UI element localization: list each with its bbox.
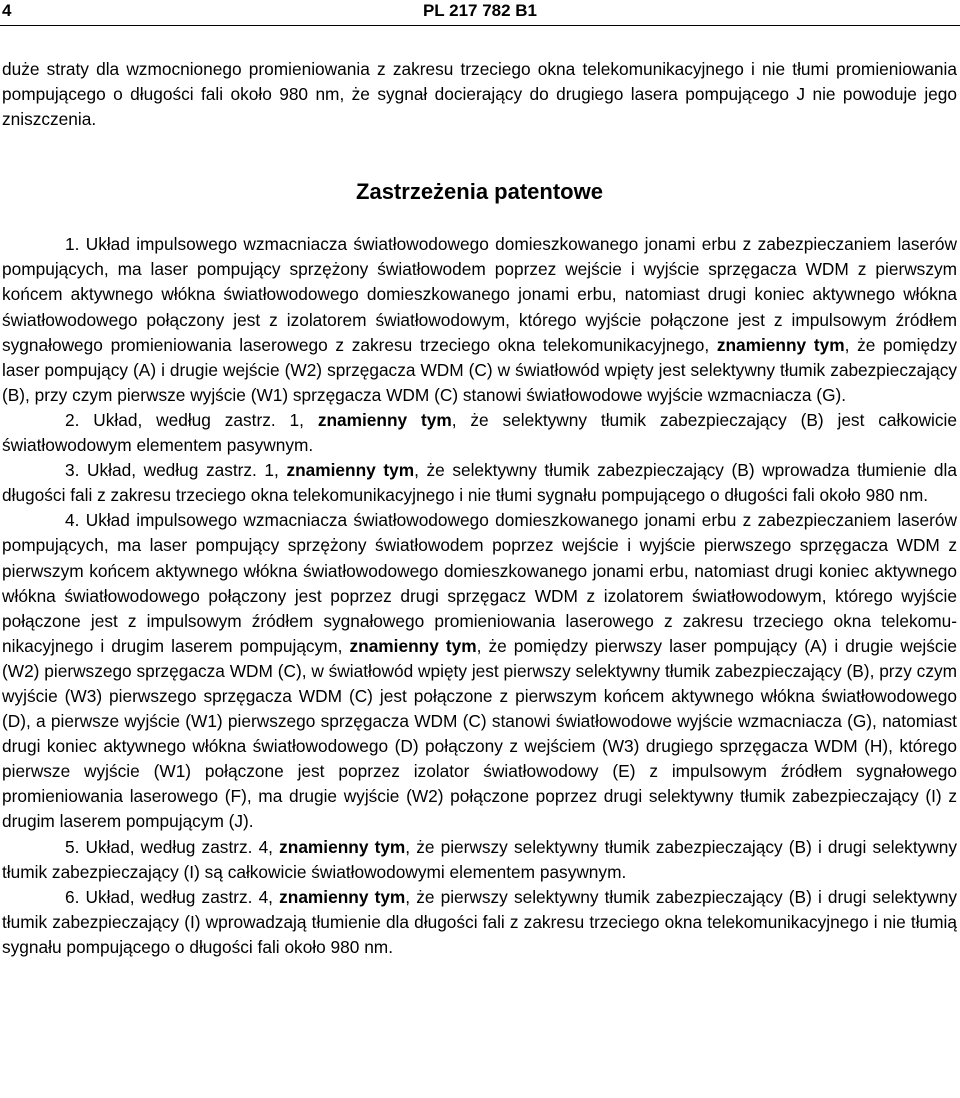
claim-text: 4. Układ impulsowego wzmacniacza światłowodowego domieszkowanego jonami erbu z zabezpieczaniem laserów pompujących, ma laser pompujący sprzężony światłowodem poprzez wejście i wyjście pierwszego sprzęgacza WDM z pierwszym końcem aktywnego włókna światłowodowego domieszkowanego jonami erbu, natomiast drugi koniec aktywnego włókna światłowodowego połączony jest poprzez drugi sprzęgacz WDM z izolatorem światłowodowym, którego wyjście połączone jest z impulsowym źródłem sygnałowego promieniowania laserowego z zakresu trzeciego okna telekomunikacyjnego i drugim laserem pompującym, [2, 510, 957, 656]
intro-paragraph: duże straty dla wzmocnionego promieniowania z zakresu trzeciego okna telekomunikacyjnego i nie tłumi promieniowania pompującego o długości fali około 980 nm, że sygnał docierający do drugiego lasera pompującego J nie powoduje jego zniszczenia. [2, 59, 957, 130]
claim-3 [2, 458, 957, 508]
claim-keyword: znamienny tym [279, 836, 406, 857]
claim-keyword: znamienny tym [279, 886, 406, 907]
claim-text: 6. Układ, według zastrz. 4, [65, 886, 273, 907]
claim-2 [2, 408, 957, 458]
claim-text: , że selektywny tłumik zabezpieczający (B) wprowadza tłumienie dla długości fali z zakresu trzeciego okna telekomunikacyjnego i nie tłumi sygnału pompującego o długości fali około 980 nm. [2, 460, 957, 506]
header-divider [0, 25, 960, 26]
claim-keyword: znamienny tym [286, 460, 415, 481]
claim-keyword: znamienny tym [716, 334, 845, 355]
patent-number: PL 217 782 B1 [422, 1, 538, 20]
claim-text: , że selektywny tłumik zabezpieczający (B) jest całkowicie światłowodowym elementem pasywnym. [2, 409, 957, 456]
claim-6 [2, 885, 957, 960]
title-spacer [2, 206, 957, 232]
claim-text: , że pierwszy selektywny tłumik zabezpieczający (B) i drugi selektywny tłumik zabezpieczający (I) wprowadzają tłumienie dla długości fali z zakresu trzeciego okna telekomunikacyjnego i nie tłumią sygnału pompującego o długości fali około 980 nm. [2, 886, 957, 957]
claim-text: 2. Układ, według zastrz. 1, [65, 409, 304, 430]
claim-text: 1. Układ impulsowego wzmacniacza światłowodowego domieszkowanego jonami erbu z zabezpieczaniem laserów pompujących, ma laser pompujący sprzężony światłowodem poprzez wejście i wyjście sprzęgacza WDM z pierwszym końcem aktywnego włókna światłowodowego domieszkowanego jonami erbu, natomiast drugi koniec aktywnego włókna światłowodowego połączony jest z izolatorem światłowodowym, którego wyjście połączone jest z impulsowym źródłem sygnałowego promieniowania laserowego z zakresu trzeciego okna telekomunikacyjnego, [2, 234, 957, 355]
claim-keyword: znamienny tym [349, 635, 477, 656]
section-title: Zastrzeżenia patentowe [356, 179, 603, 205]
claim-1 [2, 232, 957, 408]
claim-keyword: znamienny tym [317, 409, 452, 430]
claim-text: 3. Układ, według zastrz. 1, [65, 460, 279, 481]
document-body [2, 57, 957, 960]
claim-text: , że pomiędzy laser pompujący (A) i drugie wejście (W2) sprzęgacza WDM (C) w światłowód wpięty jest selektywny tłumik zabezpieczający (B), przy czym pierwsze wyjście (W1) sprzęgacza WDM (C) stanowi światłowodowe wyjście wzmacniacza (G). [2, 334, 957, 405]
page-number: 4 [2, 1, 12, 20]
claim-text: 5. Układ, według zastrz. 4, [65, 836, 273, 857]
claim-4 [2, 508, 957, 834]
claim-text: , że pierwszy selektywny tłumik zabezpieczający (B) i drugi selektywny tłumik zabezpieczający (I) są całkowicie światłowodowymi elementem pasywnym. [2, 836, 957, 882]
claim-5 [2, 835, 957, 885]
page-header [0, 0, 960, 22]
claim-text: , że pomiędzy pierwszy laser pompujący (A) i drugie wejście (W2) pierwszego sprzęgacza WDM (C), w światłowód wpięty jest pierwszy selektywny tłumik zabezpieczający (B), przy czym wyjście (W3) pierwszego sprzęgacza WDM (C) jest połączone z pierwszym końcem aktywnego włókna światłowodowego (D), a pierwsze wyjście (W1) pierwszego sprzęgacza WDM (C) stanowi światłowodowe wyjście wzmacniacza (G), natomiast drugi koniec aktywnego włókna światłowodowego (D) połączony z wejściem (W3) drugiego sprzęgacza WDM (H), którego pierwsze wyjście (W1) połączone jest poprzez izolator światłowodowy (E) z impulsowym źródłem sygnałowego promieniowania laserowego (F), ma drugie wyjście (W2) połączone poprzez drugi selektywny tłumik zabezpieczający (I) z drugim laserem pompującym (J). [2, 635, 958, 832]
